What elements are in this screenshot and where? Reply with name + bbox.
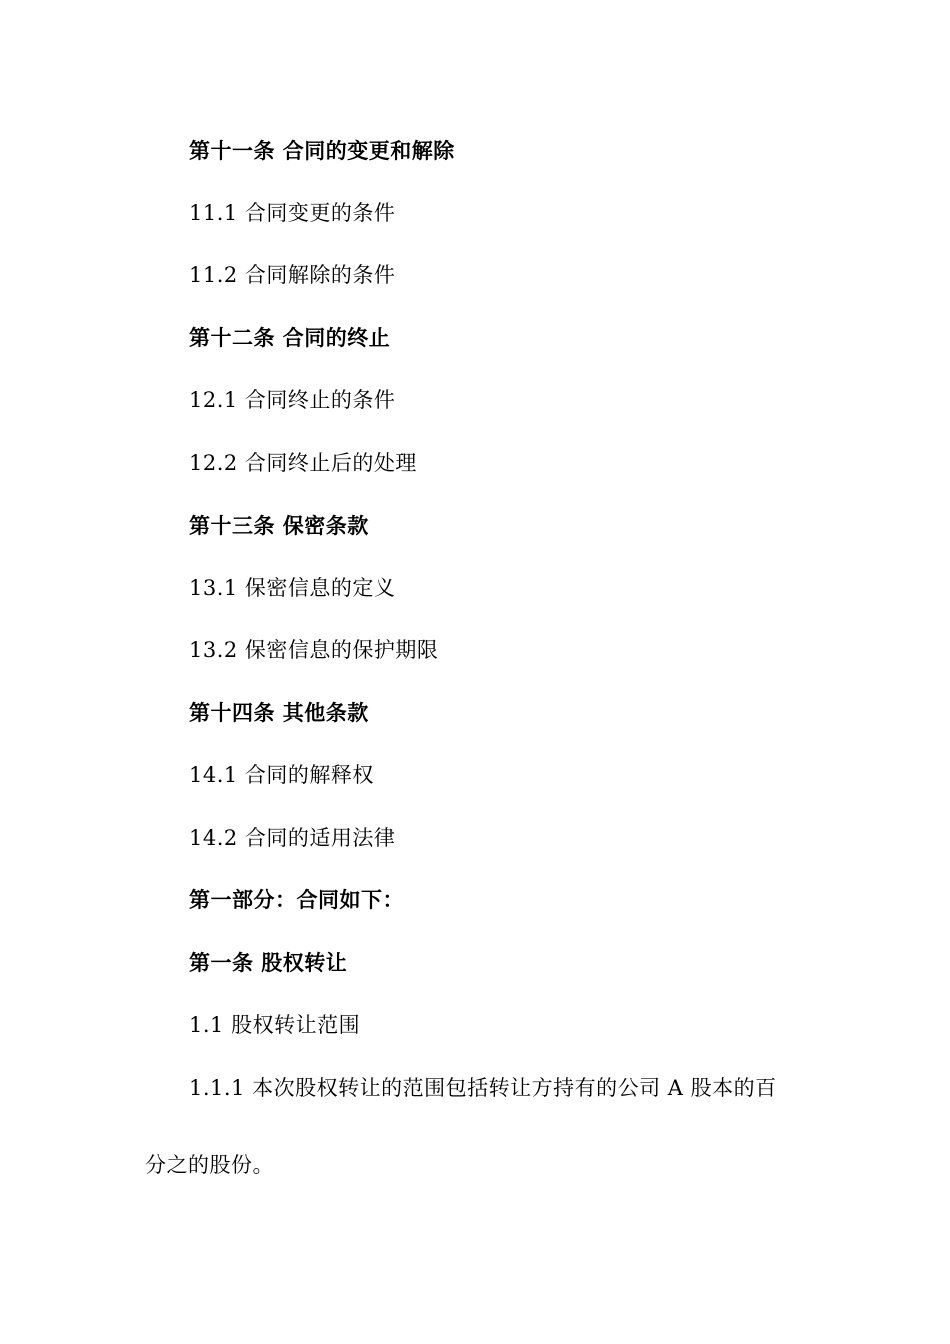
article-14-heading: 第十四条 其他条款 (189, 701, 369, 725)
clause-13-1: 13.1 保密信息的定义 (189, 576, 396, 600)
article-13-heading: 第十三条 保密条款 (189, 514, 369, 538)
clause-11-1: 11.1 合同变更的条件 (189, 201, 396, 225)
clause-11-2: 11.2 合同解除的条件 (189, 263, 396, 287)
clause-1-1-1-continuation: 分之的股份。 (145, 1153, 274, 1177)
clause-12-1: 12.1 合同终止的条件 (189, 388, 396, 412)
article-1-heading: 第一条 股权转让 (189, 951, 348, 975)
clause-14-1: 14.1 合同的解释权 (189, 763, 374, 787)
clause-13-2: 13.2 保密信息的保护期限 (189, 638, 439, 662)
article-11-heading: 第十一条 合同的变更和解除 (189, 139, 455, 163)
clause-1-1-1: 1.1.1 本次股权转让的范围包括转让方持有的公司 A 股本的百 (189, 1076, 777, 1100)
part-1-heading: 第一部分：合同如下： (189, 888, 404, 912)
clause-12-2: 12.2 合同终止后的处理 (189, 451, 417, 475)
clause-1-1: 1.1 股权转让范围 (189, 1013, 361, 1037)
clause-14-2: 14.2 合同的适用法律 (189, 826, 396, 850)
article-12-heading: 第十二条 合同的终止 (189, 326, 391, 350)
